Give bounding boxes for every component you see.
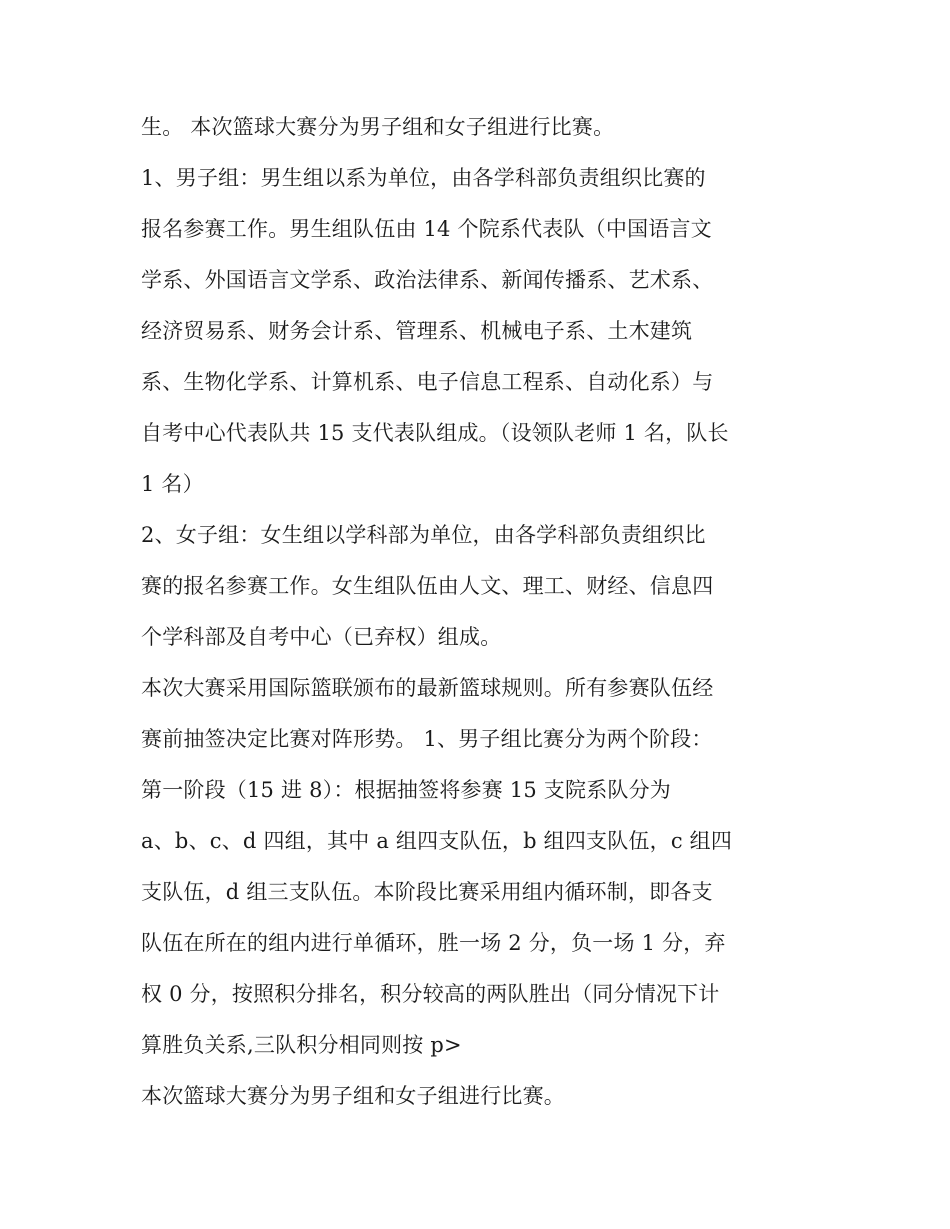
text-line: 赛的报名参赛工作。女生组队伍由人文、理工、财经、信息四 bbox=[141, 574, 714, 598]
text-line: 赛前抽签决定比赛对阵形势。 1、男子组比赛分为两个阶段： bbox=[141, 727, 713, 751]
text-line: 1 名） bbox=[141, 472, 204, 496]
text-line: 报名参赛工作。男生组队伍由 14 个院系代表队（中国语言文 bbox=[141, 217, 712, 241]
text-line: 本次大赛采用国际篮联颁布的最新篮球规则。所有参赛队伍经 bbox=[141, 676, 714, 700]
text-line: 本次篮球大赛分为男子组和女子组进行比赛。 bbox=[141, 1084, 565, 1108]
text-line: 系、生物化学系、计算机系、电子信息工程系、自动化系）与 bbox=[141, 370, 714, 394]
text-line: 算胜负关系,三队积分相同则按 p> bbox=[141, 1033, 462, 1057]
text-line: 生。 本次篮球大赛分为男子组和女子组进行比赛。 bbox=[141, 115, 615, 139]
text-line: 权 0 分，按照积分排名，积分较高的两队胜出（同分情况下计 bbox=[141, 982, 720, 1006]
text-line: 第一阶段（15 进 8）：根据抽签将参赛 15 支院系队分为 bbox=[141, 778, 672, 802]
text-line: 自考中心代表队共 15 支代表队组成。（设领队老师 1 名，队长 bbox=[141, 421, 729, 445]
text-line: 个学科部及自考中心（已弃权）组成。 bbox=[141, 625, 502, 649]
text-line: a、b、c、d 四组，其中 a 组四支队伍，b 组四支队伍，c 组四 bbox=[141, 829, 733, 853]
text-line: 支队伍，d 组三支队伍。本阶段比赛采用组内循环制，即各支 bbox=[141, 880, 713, 904]
text-line: 2、女子组：女生组以学科部为单位，由各学科部负责组织比 bbox=[141, 523, 706, 547]
text-line: 经济贸易系、财务会计系、管理系、机械电子系、土木建筑 bbox=[141, 319, 693, 343]
text-line: 队伍在所在的组内进行单循环，胜一场 2 分，负一场 1 分，弃 bbox=[141, 931, 726, 955]
text-line: 学系、外国语言文学系、政治法律系、新闻传播系、艺术系、 bbox=[141, 268, 714, 292]
text-line: 1、男子组：男生组以系为单位，由各学科部负责组织比赛的 bbox=[141, 166, 706, 190]
